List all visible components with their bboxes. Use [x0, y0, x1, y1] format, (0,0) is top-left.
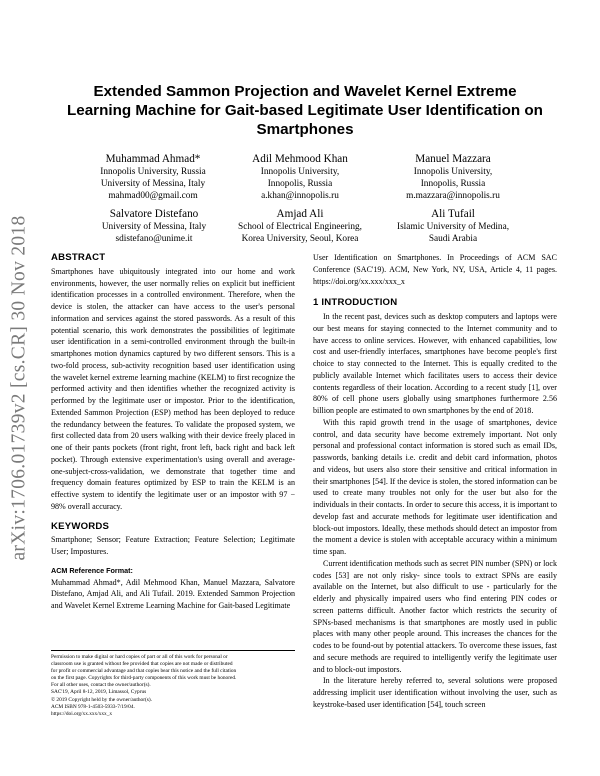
introduction-heading: 1 INTRODUCTION: [313, 297, 398, 309]
intro-paragraph-3: Current identification methods such as secret PIN number (SPN) or lock codes [53] are not only risky- since tools to extract SPNs are easily available on the Internet, but also difficult to use - particularly for the elderly and physically impaired users who find entering PIN codes or screen patterns difficult. Another factor which restricts the security of SPNs-based mechanisms is that smartphones are mostly used in public places with many other people around. This increases the chances for the codes to be found-out by potential attackers. To overcome these issues, fast and secure methods are required to intelligently verify the legitimate user and to block-out impostors.: [313, 558, 557, 674]
doi-line: https://doi.org/xx.xxx/xxx_x: [51, 710, 113, 717]
author-name: Salvatore Distefano: [109, 208, 199, 220]
author-affiliation: Innopolis University,: [413, 167, 493, 177]
author-block-3: [353, 152, 553, 203]
permissions-footnote: [51, 650, 295, 718]
permissions-line: Permission to make digital or hard copies of part or all of this work for personal or: [51, 654, 228, 660]
intro-paragraph-4: In the literature hereby referred to, several solutions were proposed addressing implicit user identification without involving the user, such as keystroke-based user identification [54], touch screen: [313, 676, 557, 709]
arxiv-identifier-stamp: [2, 188, 38, 588]
intro-paragraph-2: With this rapid growth trend in the usage of smartphones, device control, and data security have become extremely important. Not only personal and professional contact information is stored such as email IDs, passwords, banking details i.e. credit and debit card information, photos and videos, but users also store their sensitive and critical information in their smartphones [54]. If the device is stolen, the stored information can be used to create many troubles not only for the user but also for the individuals in their contacts. In order to secure this access, it is important to develop fast and accurate methods for legitimate user identification and block-out impostors. Ideally, these methods should detect an impostor from the moment a device is stolen with acceptable accuracy within a minimum time span.: [313, 417, 558, 556]
author-email: sdistefano@unime.it: [115, 234, 193, 245]
author-name: Muhammad Ahmad*: [105, 153, 201, 165]
author-name: Adil Mehmood Khan: [252, 153, 348, 165]
abstract-text: Smartphones have ubiquitously integrated into our home and work environments, however, the user normally relies on explicit but inefficient identification processes in a controlled environment. Therefore, when the device is stolen, the attacker can have access to the user's personal information and services against the stored passwords. As a result of this potential scenario, this work demonstrates the possibilities of legitimate user identification in a semi-controlled environment through the built-in smartphones motion dynamics captured by two different sensors. This is a two-fold process, sub-activity recognition based user identification using the wavelet kernel extreme learning machine (KELM) to first recognize the performed activity and then identifies whether the recognized activity is performed by the legitimate user or impostor. Prior to the identification, Extended Sammon Projection (ESP) method has been deployed to reduce the redundancy between the features. To validate the proposed system, we first collected data from 20 users walking with their device freely placed in one of their pants pockets (front right, front left, back right and back left pocket). Through extensive experimentation's using overall and average-one-subject-cross-validation, we demonstrate that together time and frequency domain features optimized by ESP to train the KELM is an effective system to identify the legitimate user or an impostor with 97 − 98% overall accuracy.: [51, 266, 295, 511]
isbn-line: ACM ISBN 978-1-4503-5933-7/19/04.: [51, 703, 135, 710]
author-name: Amjad Ali: [276, 208, 324, 220]
keywords-heading: KEYWORDS: [51, 520, 110, 532]
right-column: [313, 252, 557, 711]
arxiv-identifier-text: arXiv:1706.01739v2 [cs.CR] 30 Nov 2018: [9, 215, 31, 561]
keywords-text: Smartphone; Sensor; Feature Extraction; Feature Selection; Legitimate User; Impostures.: [51, 535, 295, 556]
permissions-line: classroom use is granted without fee provided that copies are not made or distributed: [51, 661, 233, 668]
permissions-line: for profit or commercial advantage and that copies bear this notice and the full citation: [51, 668, 237, 675]
copyright-line: © 2019 Copyright held by the owner/author(s).: [51, 696, 152, 703]
author-email: m.mazzara@innopolis.ru: [406, 191, 500, 202]
author-affiliation: Innopolis, Russia: [267, 179, 333, 190]
author-affiliation: Innopolis, Russia: [420, 179, 486, 190]
paper-title: Extended Sammon Projection and Wavelet Kernel Extreme Learning Machine for Gait-based Legitimate User Identification on Smartphones: [67, 83, 543, 138]
acm-reference-heading: ACM Reference Format:: [51, 565, 133, 575]
abstract-heading: ABSTRACT: [51, 252, 106, 263]
intro-paragraph-1: In the recent past, devices such as desktop computers and laptops were our best means for staying connected to the Internet community and to have access to online services. However, with enhanced capabilities, low cost and user-friendly interfaces, smartphones have become people's first choice to stay connected to the Internet. This is equally credited to the publicly available Internet which facilitates users to access their device contents regardless of their location. According to a recent study [1], over 80% of cell phone users globally using smartphones furthermore 2.56 billion people are estimated to own smartphones by the end of 2018.: [313, 312, 557, 415]
author-name: Manuel Mazzara: [415, 153, 491, 165]
author-block-6: [353, 207, 553, 245]
permissions-line: on the first page. Copyrights for third-party components of this work must be honored.: [51, 675, 237, 682]
permissions-line: For all other uses, contact the owner/author(s).: [51, 682, 151, 689]
author-affiliation: University of Messina, Italy: [100, 179, 206, 190]
author-name: Ali Tufail: [431, 208, 475, 220]
author-affiliation: Islamic University of Medina,: [396, 222, 510, 232]
acm-reference-text: Muhammad Ahmad*, Adil Mehmood Khan, Manuel Mazzara, Salvatore Distefano, Amjad Ali, and Ali Tufail. 2019. Extended Sammon Projection and Wavelet Kernel Extreme Learning Machine for Gait-based Legitimate: [51, 577, 295, 610]
author-affiliation: University of Messina, Italy: [101, 222, 207, 232]
author-email: a.khan@innopolis.ru: [261, 191, 339, 202]
author-affiliation: Innopolis University,: [260, 167, 340, 177]
conference-line: SAC'19, April 8-12, 2019, Limassol, Cyprus: [51, 689, 147, 696]
author-affiliation: Saudi Arabia: [428, 234, 478, 245]
acm-reference-continued: User Identification on Smartphones. In Proceedings of ACM SAC Conference (SAC'19). ACM, New York, NY, USA, Article 4, 11 pages. https://doi.org/xx.xxx/xxx_x: [313, 253, 557, 286]
author-affiliation: School of Electrical Engineering,: [238, 222, 362, 232]
author-affiliation: Innopolis University, Russia: [100, 167, 206, 177]
author-email: mahmad00@gmail.com: [108, 191, 198, 202]
author-affiliation: Korea University, Seoul, Korea: [241, 234, 359, 245]
left-column: [51, 252, 295, 612]
